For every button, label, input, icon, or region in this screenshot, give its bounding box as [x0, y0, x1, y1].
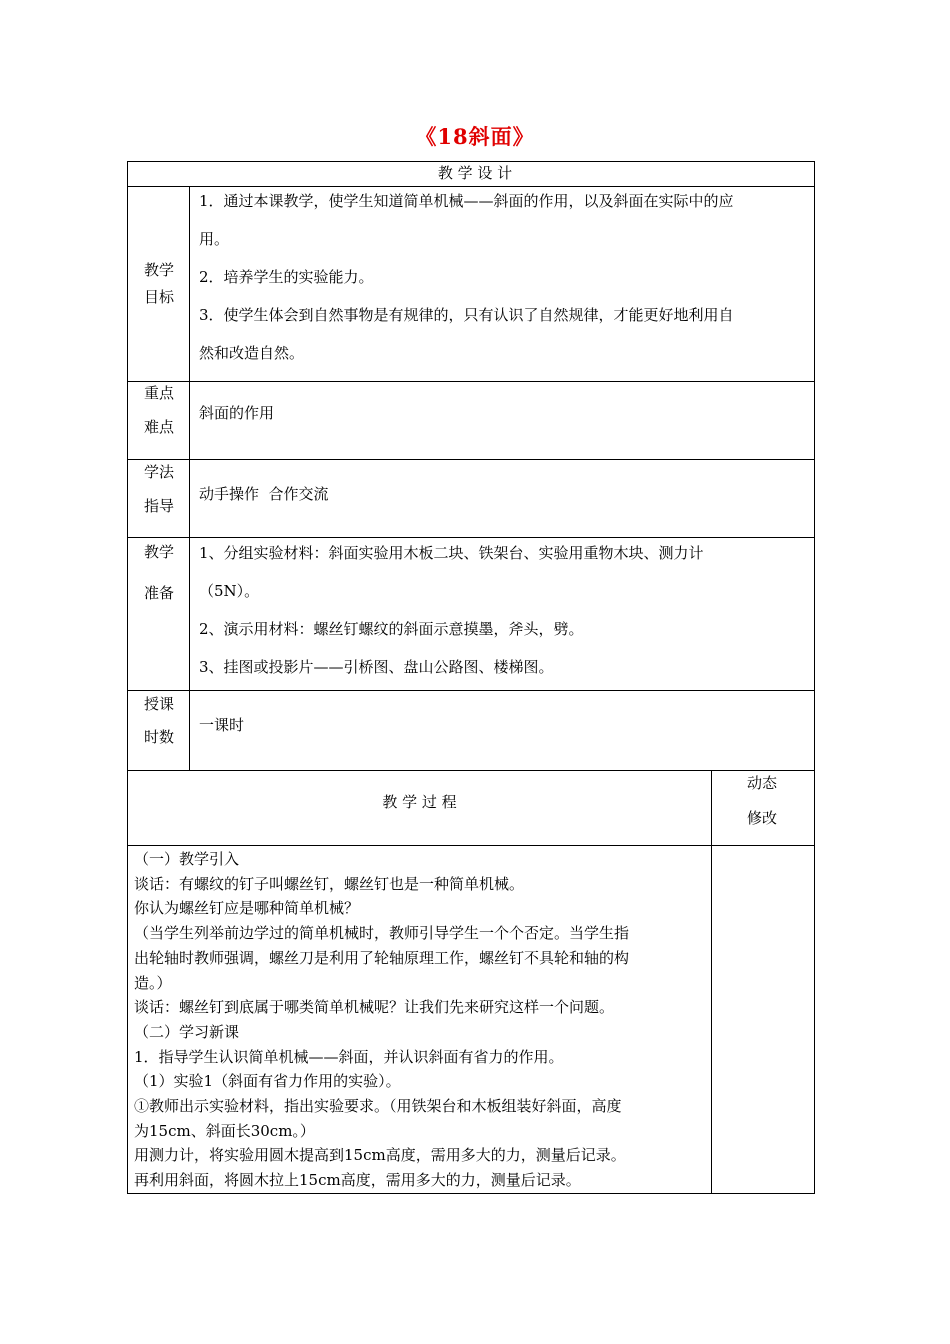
preparation-text	[199, 534, 809, 686]
method-label-line-1: 学法	[143, 463, 174, 481]
method-label-line-2: 指导	[143, 497, 174, 515]
key-points-label	[128, 386, 190, 435]
preparation-line: （5N）。	[199, 582, 260, 600]
column-divider	[711, 770, 712, 1194]
revision-label-line-2: 修改	[746, 809, 777, 827]
process-line: 为15cm、斜面长30cm。）	[134, 1121, 315, 1140]
document-title: 《18斜面》	[415, 124, 535, 149]
objectives-line: 3．使学生体会到自然事物是有规律的，只有认识了自然规律，才能更好地利用自	[199, 306, 734, 324]
design-header: 教 学 设 计	[437, 164, 513, 182]
method-label	[128, 465, 190, 514]
process-content	[134, 847, 706, 1193]
key-points-label-line-2: 难点	[143, 418, 174, 436]
key-points-label-line-1: 重点	[143, 384, 174, 402]
revision-label-line-1: 动态	[746, 774, 777, 792]
preparation-label-line-1: 教学	[143, 543, 174, 561]
preparation-line: 2、演示用材料：螺丝钉螺纹的斜面示意摸墨，斧头，劈。	[199, 620, 584, 638]
objectives-label	[128, 263, 190, 305]
objectives-label-line-1: 教学	[143, 261, 174, 279]
process-line: （当学生列举前边学过的简单机械时，教师引导学生一个个否定。当学生指	[134, 924, 630, 943]
process-line: 出轮轴时教师强调，螺丝刀是利用了轮轴原理工作，螺丝钉不具轮和轴的构	[134, 948, 630, 967]
process-line: 1．指导学生认识简单机械——斜面，并认识斜面有省力的作用。	[134, 1047, 564, 1066]
process-header: 教 学 过 程	[382, 793, 457, 811]
preparation-label	[128, 545, 190, 601]
process-line: 再利用斜面，将圆木拉上15cm高度，需用多大的力，测量后记录。	[134, 1171, 581, 1190]
process-line: （二）学习新课	[134, 1022, 240, 1041]
key-points-text: 斜面的作用	[199, 404, 275, 422]
process-line: （1）实验1（斜面有省力作用的实验）。	[134, 1072, 401, 1091]
preparation-line: 3、挂图或投影片——引桥图、盘山公路图、楼梯图。	[199, 658, 554, 676]
objectives-label-line-2: 目标	[143, 288, 174, 306]
process-line: ①教师出示实验材料，指出实验要求。（用铁架台和木板组装好斜面，高度	[134, 1097, 622, 1116]
row-divider	[127, 690, 815, 691]
objectives-text	[199, 182, 809, 372]
row-divider	[127, 381, 815, 382]
objectives-line: 用。	[199, 230, 230, 248]
objectives-line: 1．通过本课教学，使学生知道简单机械——斜面的作用，以及斜面在实际中的应	[199, 192, 734, 210]
process-line: 你认为螺丝钉应是哪种简单机械？	[134, 899, 360, 918]
hours-label-line-1: 授课	[143, 695, 174, 713]
hours-text: 一课时	[199, 716, 245, 734]
objectives-line: 然和改造自然。	[199, 344, 305, 362]
hours-label	[128, 697, 190, 745]
objectives-line: 2．培养学生的实验能力。	[199, 268, 374, 286]
row-divider	[127, 459, 815, 460]
process-line: 谈话：有螺纹的钉子叫螺丝钉，螺丝钉也是一种简单机械。	[134, 874, 525, 893]
preparation-line: 1、分组实验材料：斜面实验用木板二块、铁架台、实验用重物木块、测力计	[199, 544, 704, 562]
process-line: 用测力计，将实验用圆木提高到15cm高度，需用多大的力，测量后记录。	[134, 1146, 626, 1165]
hours-label-line-2: 时数	[143, 728, 174, 746]
process-line: 谈话：螺丝钉到底属于哪类简单机械呢？让我们先来研究这样一个问题。	[134, 998, 615, 1017]
process-line: 造。）	[134, 973, 172, 992]
revision-label	[731, 776, 793, 826]
method-text: 动手操作 合作交流	[199, 485, 329, 503]
preparation-label-line-2: 准备	[143, 584, 174, 602]
process-line: （一）教学引入	[134, 850, 240, 868]
